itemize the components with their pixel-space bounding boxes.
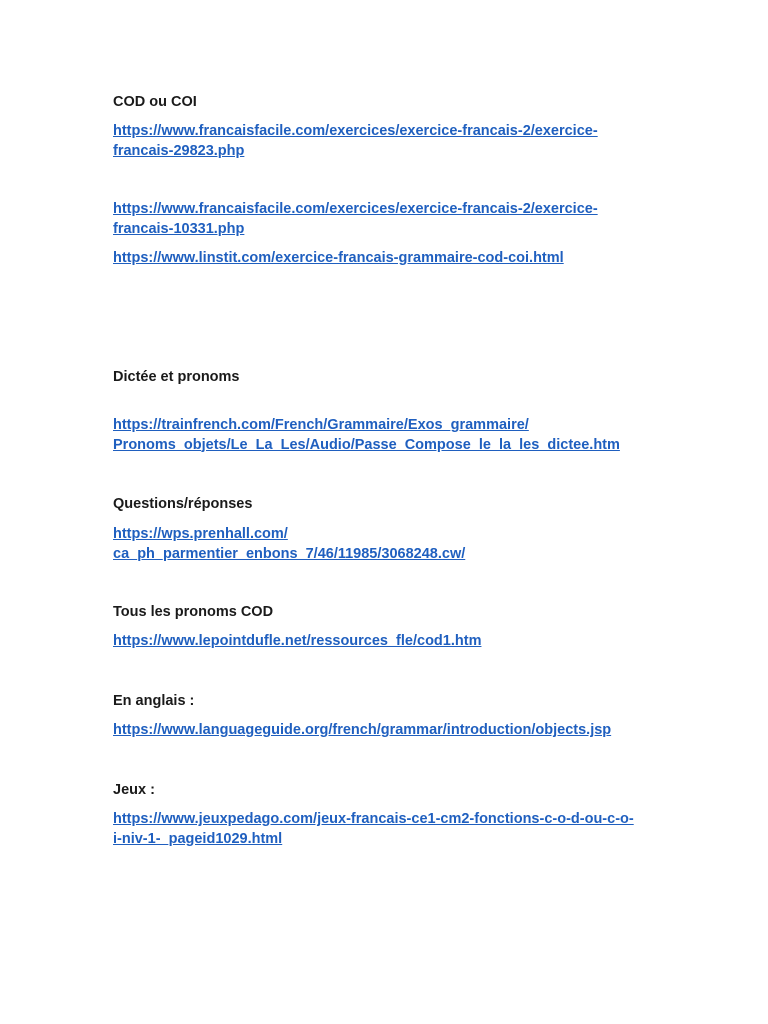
link-lepointdufle-cod1[interactable]: https://www.lepointdufle.net/ressources_fle/cod1.htm <box>113 633 482 649</box>
link-prenhall[interactable]: https://wps.prenhall.com/ ca_ph_parmentier_enbons_7/46/11985/3068248.cw/ <box>113 526 466 562</box>
link-francaisfacile-29823[interactable]: https://www.francaisfacile.com/exercices/exercice-francais-2/exercice- francais-29823.php <box>113 123 598 159</box>
link-languageguide-objects[interactable]: https://www.languageguide.org/french/grammar/introduction/objects.jsp <box>113 722 612 738</box>
link-linstit-cod-coi[interactable]: https://www.linstit.com/exercice-francais-grammaire-cod-coi.html <box>113 250 564 266</box>
section-heading-en-anglais: En anglais : <box>113 693 195 709</box>
section-heading-tous-pronoms-cod: Tous les pronoms COD <box>113 604 274 620</box>
link-francaisfacile-10331[interactable]: https://www.francaisfacile.com/exercices/exercice-francais-2/exercice- francais-10331.php <box>113 201 598 237</box>
section-heading-dictee-pronoms: Dictée et pronoms <box>113 369 240 385</box>
section-heading-questions-reponses: Questions/réponses <box>113 496 253 512</box>
link-jeuxpedago[interactable]: https://www.jeuxpedago.com/jeux-francais-ce1-cm2-fonctions-c-o-d-ou-c-o- i-niv-1-_pageid1029.html <box>113 811 634 847</box>
section-heading-cod-coi: COD ou COI <box>113 94 197 110</box>
link-trainfrench-dictee[interactable]: https://trainfrench.com/French/Grammaire/Exos_grammaire/ Pronoms_objets/Le_La_Les/Audio/Passe_Compose_le_la_les_dictee.htm <box>113 417 620 453</box>
section-heading-jeux: Jeux : <box>113 782 155 798</box>
